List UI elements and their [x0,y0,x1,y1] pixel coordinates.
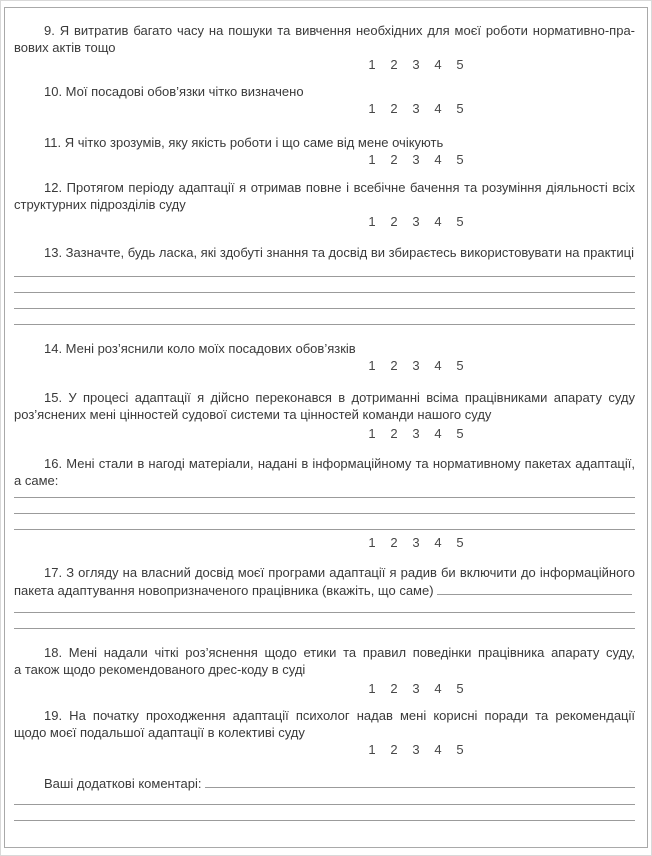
rating-option: 4 [434,152,442,167]
comments-section [14,774,635,821]
question-text: 9. Я витратив багато часу на пошуки та вивчення необхідних для моєї роботи нормативно-пра- [44,23,635,38]
question-15 [14,389,635,442]
rating-option: 3 [412,57,420,72]
rating-option: 5 [456,57,464,72]
rating-option: 1 [368,57,376,72]
rating-option: 5 [456,426,464,441]
question-12 [14,179,635,230]
answer-line [14,792,635,805]
answer-line [14,599,635,613]
question-text: вових актів тощо [14,40,116,55]
rating-option: 5 [456,214,464,229]
question-text: 18. Мені надали чіткі роз’яснення щодо етики та правил поведінки працівника апарату суду, [44,645,635,660]
comments-label-line [14,774,635,792]
rating-option: 3 [412,742,420,757]
rating-option: 3 [412,101,420,116]
question-text: щодо моєї подальшої адаптації в колективі суду [14,725,305,740]
answer-line [14,309,635,325]
question-13 [14,244,635,325]
rating-option: 4 [434,101,442,116]
rating-scale [14,100,635,117]
question-text: а також щодо рекомендованого дрес-коду в суді [14,662,306,677]
rating-option: 4 [434,214,442,229]
rating-option: 1 [368,152,376,167]
question-text: 17. З огляду на власний досвід моєї програми адаптації я радив би включити до інформаційного [44,565,635,580]
rating-option: 1 [368,214,376,229]
answer-line [14,261,635,277]
inline-answer-line [437,581,632,595]
comments-label: Ваші додаткові коментарі: [44,776,202,791]
rating-option: 5 [456,358,464,373]
question-text: 15. У процесі адаптації я дійсно переконався в дотриманні всіма працівниками апарату суду [44,390,635,405]
rating-option: 5 [456,101,464,116]
rating-option: 1 [368,681,376,696]
rating-option: 5 [456,535,464,550]
rating-option: 1 [368,358,376,373]
question-18 [14,644,635,697]
question-text: 16. Мені стали в нагоді матеріали, надані в інформаційному та нормативному пакетах адаптації, [44,456,635,471]
rating-option: 4 [434,57,442,72]
question-10 [14,83,635,117]
rating-option: 3 [412,214,420,229]
rating-option: 4 [434,535,442,550]
rating-option: 3 [412,681,420,696]
rating-scale [14,741,635,758]
rating-option: 5 [456,152,464,167]
question-text: структурних підрозділів суду [14,197,186,212]
question-14 [14,340,635,374]
answer-line [14,498,635,514]
question-text: 12. Протягом періоду адаптації я отримав повне і всебічне бачення та розуміння діяльності всіх [44,180,635,195]
rating-option: 1 [368,742,376,757]
question-text: роз’яснених мені цінностей судової системи та цінностей команди нашого суду [14,407,492,422]
question-text: 19. На початку проходження адаптації психолог надав мені корисні поради та рекомендації [44,708,635,723]
rating-scale [14,151,635,168]
rating-option: 5 [456,681,464,696]
rating-scale [14,534,635,551]
question-text: 14. Мені роз’яснили коло моїх посадових обов’язків [44,341,356,356]
rating-option: 2 [390,535,398,550]
rating-scale [14,425,635,442]
answer-line [14,514,635,530]
rating-option: 2 [390,152,398,167]
answer-line [14,489,635,498]
answer-line [14,805,635,821]
rating-option: 3 [412,358,420,373]
rating-option: 1 [368,101,376,116]
question-text: а саме: [14,473,59,488]
question-9 [14,22,635,73]
rating-option: 4 [434,742,442,757]
rating-option: 3 [412,152,420,167]
rating-option: 2 [390,57,398,72]
question-text: 10. Мої посадові обов’язки чітко визначено [44,84,304,99]
rating-option: 2 [390,742,398,757]
rating-option: 1 [368,426,376,441]
question-16 [14,455,635,551]
rating-option: 4 [434,426,442,441]
rating-scale [14,56,635,73]
rating-option: 2 [390,101,398,116]
question-19 [14,707,635,758]
rating-option: 3 [412,426,420,441]
rating-option: 4 [434,681,442,696]
rating-option: 4 [434,358,442,373]
answer-line [14,613,635,629]
rating-scale [14,213,635,230]
rating-option: 2 [390,358,398,373]
rating-scale [14,680,635,697]
question-text: 13. Зазначте, будь ласка, які здобуті знання та досвід ви збираєтесь використовувати на практиці [44,245,634,260]
rating-scale [14,357,635,374]
rating-option: 3 [412,535,420,550]
question-text: пакета адаптування новопризначеного працівника (вкажіть, що саме) [14,581,635,599]
rating-option: 5 [456,742,464,757]
rating-option: 2 [390,426,398,441]
rating-option: 2 [390,214,398,229]
question-text: 11. Я чітко зрозумів, яку якість роботи і що саме від мене очікують [44,135,444,150]
inline-answer-line [205,774,635,788]
answer-line [14,277,635,293]
question-11 [14,134,635,168]
rating-option: 1 [368,535,376,550]
rating-option: 2 [390,681,398,696]
question-17 [14,564,635,629]
answer-line [14,293,635,309]
